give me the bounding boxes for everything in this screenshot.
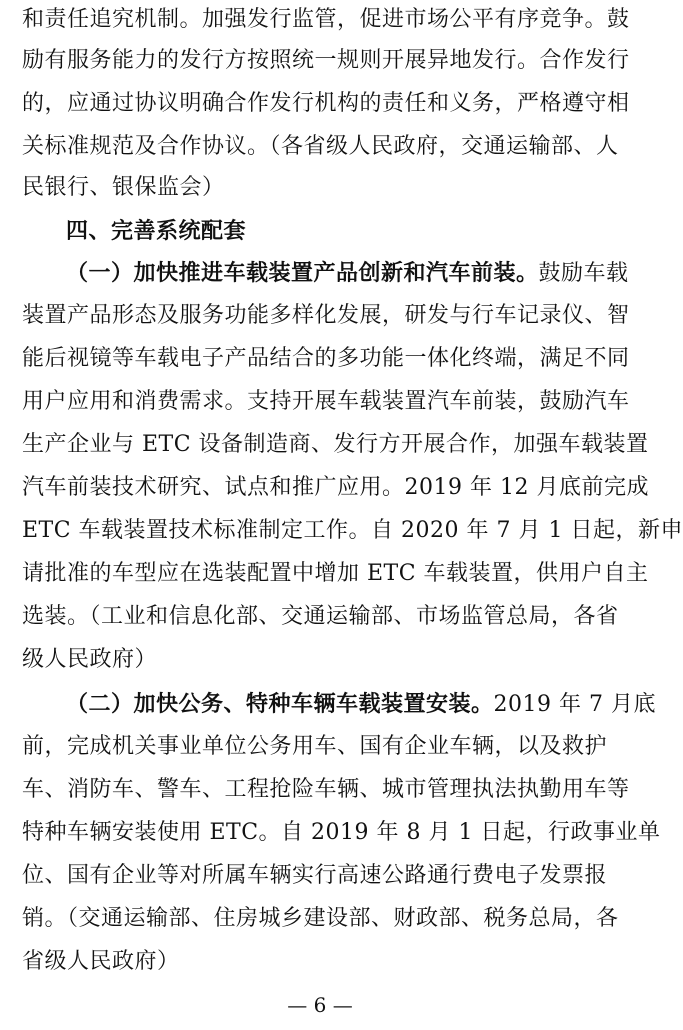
paragraph-lead-rest: 鼓励车载 [538,261,629,286]
text-line: 前，完成机关事业单位公务用车、国有企业车辆，以及救护 [22,734,608,759]
text-line: 用户应用和消费需求。支持开展车载装置汽车前装，鼓励汽车 [22,389,630,414]
paragraph-lead: （一）加快推进车载装置产品创新和汽车前装。 [66,260,539,286]
text-line: 级人民政府） [22,647,158,672]
paragraph-lead: （二）加快公务、特种车辆车载装置安装。 [66,691,494,717]
text-line: 汽车前装技术研究、试点和推广应用。2019 年 12 月底前完成 [22,475,649,500]
paragraph-lead-rest: 2019 年 7 月底 [493,692,656,717]
page-number: — 6 — [287,993,353,1017]
text-line: 车、消防车、警车、工程抢险车辆、城市管理执法执勤用车等 [22,777,630,802]
text-line: 省级人民政府） [22,949,180,974]
text-line: 销。（交通运输部、住房城乡建设部、财政部、税务总局，各 [22,906,619,931]
text-line: ETC 车载装置技术标准制定工作。自 2020 年 7 月 1 日起，新申 [22,518,683,543]
text-line: 生产企业与 ETC 设备制造商、发行方开展合作，加强车载装置 [22,432,649,457]
text-line: 民银行、银保监会） [22,175,225,200]
paragraph-lead-line [66,253,629,293]
text-line: 和责任追究机制。加强发行监管，促进市场公平有序竞争。鼓 [22,7,630,32]
section-heading: 四、完善系统配套 [66,219,247,244]
text-line: 请批准的车型应在选装配置中增加 ETC 车载装置，供用户自主 [22,561,649,586]
text-line: 的，应通过协议明确合作发行机构的责任和义务，严格遵守相 [22,91,630,116]
text-line: 特种车辆安装使用 ETC。自 2019 年 8 月 1 日起，行政事业单 [22,820,661,845]
text-line: 励有服务能力的发行方按照统一规则开展异地发行。合作发行 [22,48,630,73]
text-line: 能后视镜等车载电子产品结合的多功能一体化终端，满足不同 [22,346,630,371]
text-line: 关标准规范及合作协议。（各省级人民政府，交通运输部、人 [22,134,619,159]
text-line: 位、国有企业等对所属车辆实行高速公路通行费电子发票报 [22,863,608,888]
paragraph-lead-line [66,684,656,724]
text-line: 装置产品形态及服务功能多样化发展，研发与行车记录仪、智 [22,303,630,328]
text-line: 选装。（工业和信息化部、交通运输部、市场监管总局，各省 [22,604,619,629]
